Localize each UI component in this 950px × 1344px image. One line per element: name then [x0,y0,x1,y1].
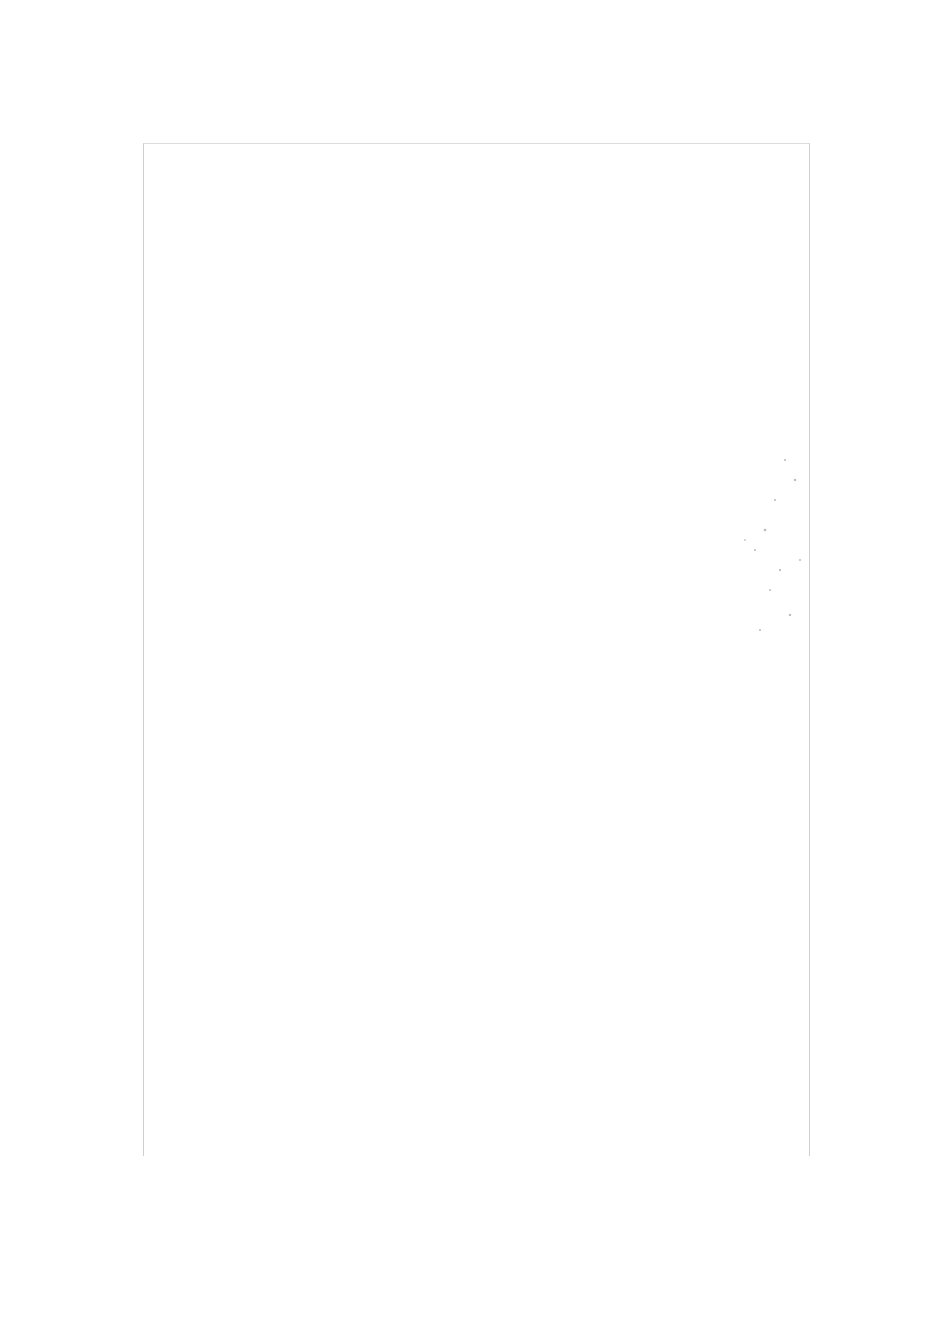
scan-noise-decoration [725,440,815,650]
exam-page [143,143,810,1156]
